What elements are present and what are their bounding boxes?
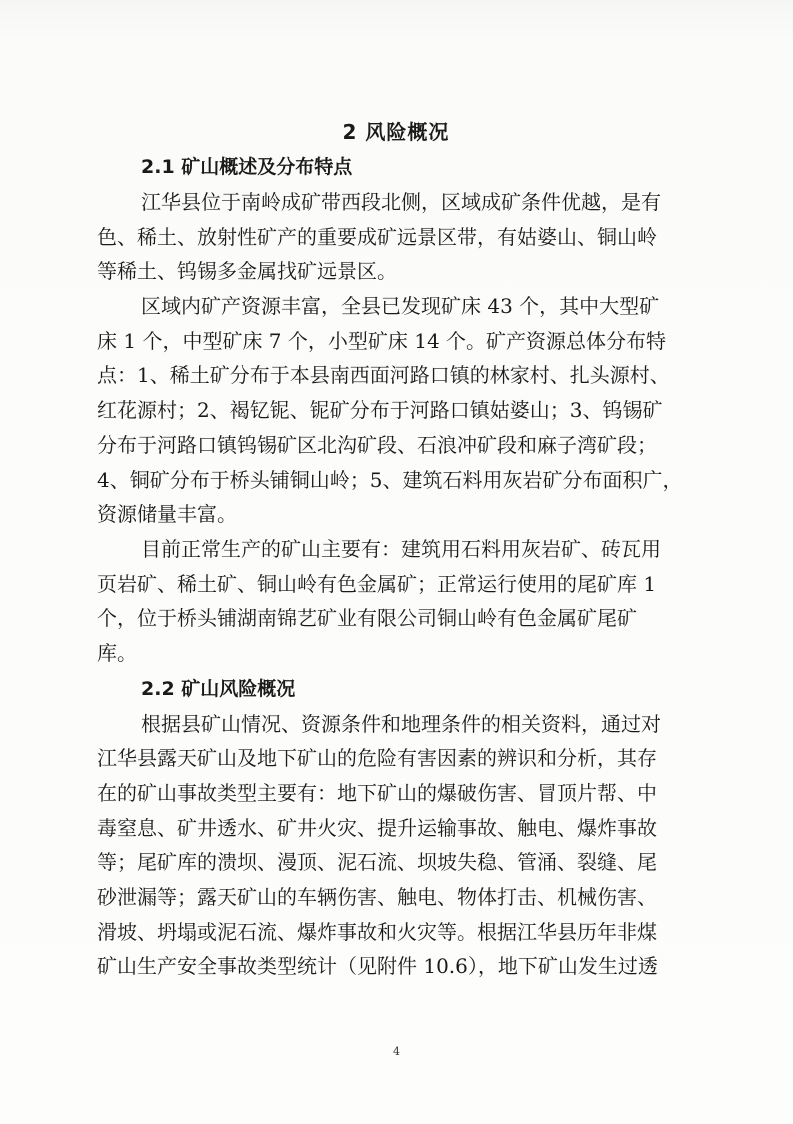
paragraph-resources xyxy=(97,289,695,532)
page-content xyxy=(97,115,695,984)
text-line: 4、铜矿分布于桥头铺铜山岭；5、建筑石料用灰岩矿分布面积广， xyxy=(97,467,683,492)
text-line: 分布于河路口镇钨锡矿区北沟矿段、石浪冲矿段和麻子湾矿段； xyxy=(97,432,657,457)
text-line: 床 1 个，中型矿床 7 个，小型矿床 14 个。矿产资源总体分布特 xyxy=(97,328,667,353)
text-line: 点：1、稀土矿分布于本县南西面河路口镇的林家村、扎头源村、 xyxy=(97,363,670,388)
section-title-2-1: 2.1 矿山概述及分布特点 xyxy=(141,156,353,178)
text-line: 砂泄漏等；露天矿山的车辆伤害、触电、物体打击、机械伤害、 xyxy=(97,885,657,910)
page-number: 4 xyxy=(393,1045,400,1058)
text-line: 根据县矿山情况、资源条件和地理条件的相关资料，通过对 xyxy=(141,711,661,736)
text-line: 矿山生产安全事故类型统计（见附件 10.6），地下矿山发生过透 xyxy=(97,954,658,979)
paragraph-production xyxy=(97,532,695,671)
text-line: 资源储量丰富。 xyxy=(97,502,237,527)
text-line: 个，位于桥头铺湖南锦艺矿业有限公司铜山岭有色金属矿尾矿 xyxy=(97,606,637,631)
text-line: 在的矿山事故类型主要有：地下矿山的爆破伤害、冒顶片帮、中 xyxy=(97,781,657,805)
text-line: 江华县露天矿山及地下矿山的危险有害因素的辨识和分析，其存 xyxy=(97,746,657,771)
text-line: 江华县位于南岭成矿带西段北侧，区域成矿条件优越，是有 xyxy=(141,190,661,214)
paragraph-location xyxy=(97,185,695,289)
text-line: 红花源村；2、褐钇铌、铌矿分布于河路口镇姑婆山；3、钨锡矿 xyxy=(97,398,663,423)
text-line: 毒窒息、矿井透水、矿井火灾、提升运输事故、触电、爆炸事故 xyxy=(97,815,657,840)
text-line: 等稀土、钨锡多金属找矿远景区。 xyxy=(97,259,397,284)
text-line: 色、稀土、放射性矿产的重要成矿远景区带，有姑婆山、铜山岭 xyxy=(97,224,657,249)
text-line: 区域内矿产资源丰富，全县已发现矿床 43 个，其中大型矿 xyxy=(141,294,660,319)
section-title-2-2: 2.2 矿山风险概况 xyxy=(141,677,296,700)
paragraph-risk xyxy=(97,707,695,985)
text-line: 库。 xyxy=(97,640,137,665)
chapter-title: 2 风险概况 xyxy=(342,120,450,144)
text-line: 等；尾矿库的溃坝、漫顶、泥石流、坝坡失稳、管涌、裂缝、尾 xyxy=(97,850,657,875)
text-line: 目前正常生产的矿山主要有：建筑用石料用灰岩矿、砖瓦用 xyxy=(141,536,661,561)
text-line: 滑坡、坍塌或泥石流、爆炸事故和火灾等。根据江华县历年非煤 xyxy=(97,919,657,944)
text-line: 页岩矿、稀土矿、铜山岭有色金属矿；正常运行使用的尾矿库 1 xyxy=(97,571,657,596)
